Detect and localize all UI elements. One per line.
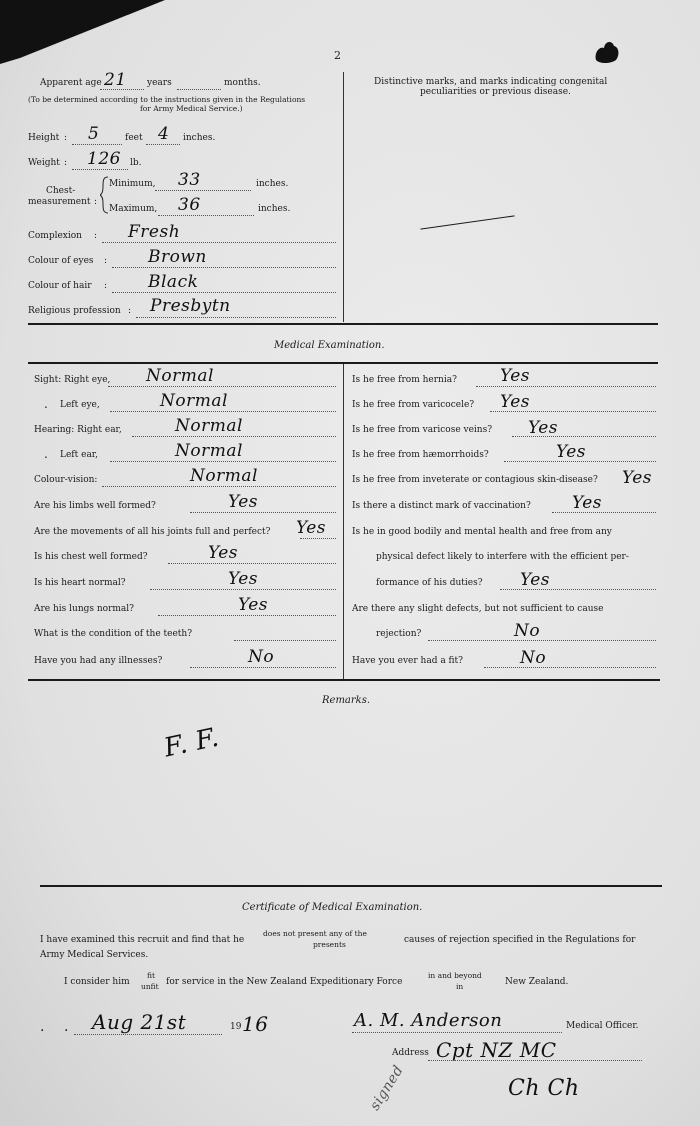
chest-max-line <box>158 215 254 216</box>
weight-line <box>72 169 128 170</box>
address-value: Cpt NZ MC <box>436 1038 557 1062</box>
medical-left-value: Yes <box>228 492 259 512</box>
age-line <box>100 89 144 90</box>
hernia-value: Yes <box>500 366 531 386</box>
chest-max-inches: inches. <box>258 204 291 214</box>
eyes-label: Colour of eyes <box>28 256 94 266</box>
veins-line <box>512 436 656 437</box>
hair-value: Black <box>148 272 199 292</box>
date-value: Aug 21st <box>92 1010 187 1034</box>
medical-left-value: Normal <box>146 366 214 386</box>
veins-label: Is he free from varicose veins? <box>352 425 493 435</box>
medical-divider <box>343 364 344 679</box>
cert-in-and-beyond: in and beyond <box>428 971 482 980</box>
height-inches-value: 4 <box>158 124 170 144</box>
medical-left-line <box>190 667 336 668</box>
varicocele-label: Is he free from varicocele? <box>352 400 475 410</box>
cert-fit: fit <box>147 971 156 980</box>
medical-left-label: What is the condition of the teeth? <box>34 629 193 639</box>
height-inches-line <box>146 144 180 145</box>
medical-left-label: Are the movements of all his joints full and perfect? <box>34 527 271 537</box>
eyes-colon: : <box>104 256 108 266</box>
certificate-heading: Certificate of Medical Examination. <box>242 902 423 913</box>
cert-line-2: Army Medical Services. <box>40 950 149 960</box>
chest-max-value: 36 <box>178 195 201 215</box>
top-section-divider <box>343 72 344 322</box>
medical-left-label: Left ear, <box>60 450 98 460</box>
health-line-2: physical defect likely to interfere with the efficient per- <box>376 552 629 562</box>
skin-label: Is he free from inveterate or contagious skin-disease? <box>352 475 598 485</box>
address-line <box>428 1060 642 1061</box>
medical-left-line <box>150 589 336 590</box>
defects-value: No <box>514 621 541 641</box>
medical-left-value: Yes <box>238 595 269 615</box>
vaccination-line <box>552 512 656 513</box>
religion-line <box>136 317 336 318</box>
skin-value: Yes <box>622 468 653 488</box>
medical-left-line <box>110 411 336 412</box>
years-label: years <box>147 78 172 88</box>
medical-left-line <box>132 436 336 437</box>
medical-left-value: Normal <box>175 441 243 461</box>
medical-left-label: Is his chest well formed? <box>34 552 148 562</box>
vaccination-value: Yes <box>572 493 603 513</box>
complexion-line <box>102 242 336 243</box>
medical-left-label: Is his heart normal? <box>34 578 126 588</box>
remarks-value: F. F. <box>161 722 222 764</box>
year-prefix: 19 <box>230 1022 242 1032</box>
complexion-colon: : <box>94 231 98 241</box>
lb-label: lb. <box>130 158 142 168</box>
cert-line-3a: I consider him <box>64 977 130 987</box>
date-leading-dot-2: . <box>64 1019 69 1035</box>
haemorrhoids-line <box>504 461 656 462</box>
medical-left-line <box>190 512 336 513</box>
medical-left-value: Normal <box>190 466 258 486</box>
inches-label: inches. <box>183 133 216 143</box>
chest-min-inches: inches. <box>256 179 289 189</box>
chest-max-label: Maximum, <box>109 204 158 214</box>
fit-value: No <box>520 648 547 668</box>
apparent-age-value: 21 <box>104 70 127 90</box>
age-note-line-2: for Army Medical Service.) <box>140 104 243 113</box>
medical-left-label: Colour-vision: <box>34 475 98 485</box>
remarks-heading: Remarks. <box>322 695 371 706</box>
date-leading-dots: . <box>40 1019 45 1035</box>
health-line-3: formance of his duties? <box>376 578 483 588</box>
hair-line <box>112 292 336 293</box>
medical-left-label: Have you had any illnesses? <box>34 656 163 666</box>
officer-line <box>352 1032 562 1033</box>
cert-line-1b: causes of rejection specified in the Regulations for <box>404 935 636 945</box>
haemorrhoids-value: Yes <box>556 442 587 462</box>
religion-colon: : <box>128 306 132 316</box>
complexion-value: Fresh <box>128 222 181 242</box>
cert-option-does-not-present: does not present any of the <box>263 929 367 938</box>
chest-label-2: measurement <box>28 197 91 207</box>
fit-line <box>484 667 656 668</box>
medical-left-value: Normal <box>175 416 243 436</box>
hernia-line <box>476 386 656 387</box>
months-label: months. <box>224 78 261 88</box>
eyes-line <box>112 267 336 268</box>
varicocele-value: Yes <box>500 392 531 412</box>
certificate-rule <box>40 885 662 887</box>
row-indent-dot: . <box>44 397 48 411</box>
address-value-2: Ch Ch <box>508 1076 580 1101</box>
year-value: 16 <box>242 1012 269 1036</box>
chest-min-value: 33 <box>178 170 201 190</box>
weight-label: Weight <box>28 158 60 168</box>
medical-left-line <box>110 461 336 462</box>
medical-left-value: Normal <box>160 391 228 411</box>
torn-page-corner <box>0 0 170 65</box>
cert-unfit: unfit <box>141 982 159 991</box>
feet-label: feet <box>125 133 143 143</box>
medical-left-line <box>158 615 336 616</box>
hernia-label: Is he free from hernia? <box>352 375 457 385</box>
medical-heading: Medical Examination. <box>274 340 385 351</box>
veins-value: Yes <box>528 418 559 438</box>
fit-label: Have you ever had a fit? <box>352 656 464 666</box>
health-line <box>500 589 656 590</box>
religion-value: Presbytn <box>150 296 231 316</box>
complexion-label: Complexion <box>28 231 82 241</box>
age-note-line-1: (To be determined according to the instructions given in the Regulations <box>28 95 306 104</box>
officer-label: Medical Officer. <box>566 1021 639 1031</box>
top-rule <box>28 323 658 325</box>
medical-left-label: Are his lungs normal? <box>34 604 134 614</box>
marks-pen-stroke <box>420 215 514 229</box>
ink-blot-mark <box>592 38 622 66</box>
cert-option-presents: presents <box>313 940 346 949</box>
height-feet-line <box>72 144 122 145</box>
date-line <box>74 1034 222 1035</box>
medical-left-line <box>168 563 336 564</box>
medical-bottom-rule <box>28 679 660 681</box>
medical-left-line <box>300 538 336 539</box>
hair-colon: : <box>104 281 108 291</box>
chest-label-1: Chest- <box>46 186 76 196</box>
defects-line-2: rejection? <box>376 629 422 639</box>
cert-in: in <box>456 982 464 991</box>
height-feet-value: 5 <box>88 124 100 144</box>
officer-signature: A. M. Anderson <box>354 1010 503 1031</box>
defects-line <box>428 640 656 641</box>
page-number: 2 <box>334 49 341 62</box>
medical-left-line <box>108 386 336 387</box>
medical-left-label: Left eye, <box>60 400 100 410</box>
address-label: Address <box>392 1048 429 1058</box>
cert-line-1a: I have examined this recruit and find that he <box>40 935 245 945</box>
height-colon: : <box>64 133 68 143</box>
medical-left-label: Sight: Right eye, <box>34 375 111 385</box>
varicocele-line <box>490 411 656 412</box>
vaccination-label: Is there a distinct mark of vaccination? <box>352 501 531 511</box>
religion-label: Religious profession <box>28 306 121 316</box>
cert-line-3b: for service in the New Zealand Expeditionary Force <box>166 977 403 987</box>
medical-left-value: No <box>248 647 275 667</box>
height-label: Height <box>28 133 60 143</box>
chest-label-colon: : <box>94 197 98 207</box>
medical-left-value: Yes <box>208 543 239 563</box>
hair-label: Colour of hair <box>28 281 92 291</box>
haemorrhoids-label: Is he free from hæmorrhoids? <box>352 450 489 460</box>
chest-min-line <box>155 190 251 191</box>
weight-value: 126 <box>87 149 121 169</box>
cert-line-3c: New Zealand. <box>505 977 569 987</box>
medical-left-line <box>102 486 336 487</box>
medical-left-value: Yes <box>228 569 259 589</box>
health-value: Yes <box>520 570 551 590</box>
apparent-age-label: Apparent age <box>40 78 102 88</box>
medical-left-value: Yes <box>296 518 327 538</box>
medical-left-label: Are his limbs well formed? <box>34 501 156 511</box>
medical-left-label: Hearing: Right ear, <box>34 425 122 435</box>
health-line-1: Is he in good bodily and mental health and free from any <box>352 527 612 537</box>
chest-min-label: Minimum, <box>109 179 156 189</box>
row-indent-dot: . <box>44 447 48 461</box>
defects-line-1: Are there any slight defects, but not sufficient to cause <box>352 604 604 614</box>
months-line <box>177 89 221 90</box>
marks-heading-line-1: Distinctive marks, and marks indicating congenital <box>374 77 608 87</box>
medical-left-line <box>234 640 336 641</box>
marks-heading-line-2: peculiarities or previous disease. <box>420 87 571 97</box>
margin-signed-note: signed <box>366 1062 407 1114</box>
eyes-value: Brown <box>148 247 207 267</box>
weight-colon: : <box>64 158 68 168</box>
